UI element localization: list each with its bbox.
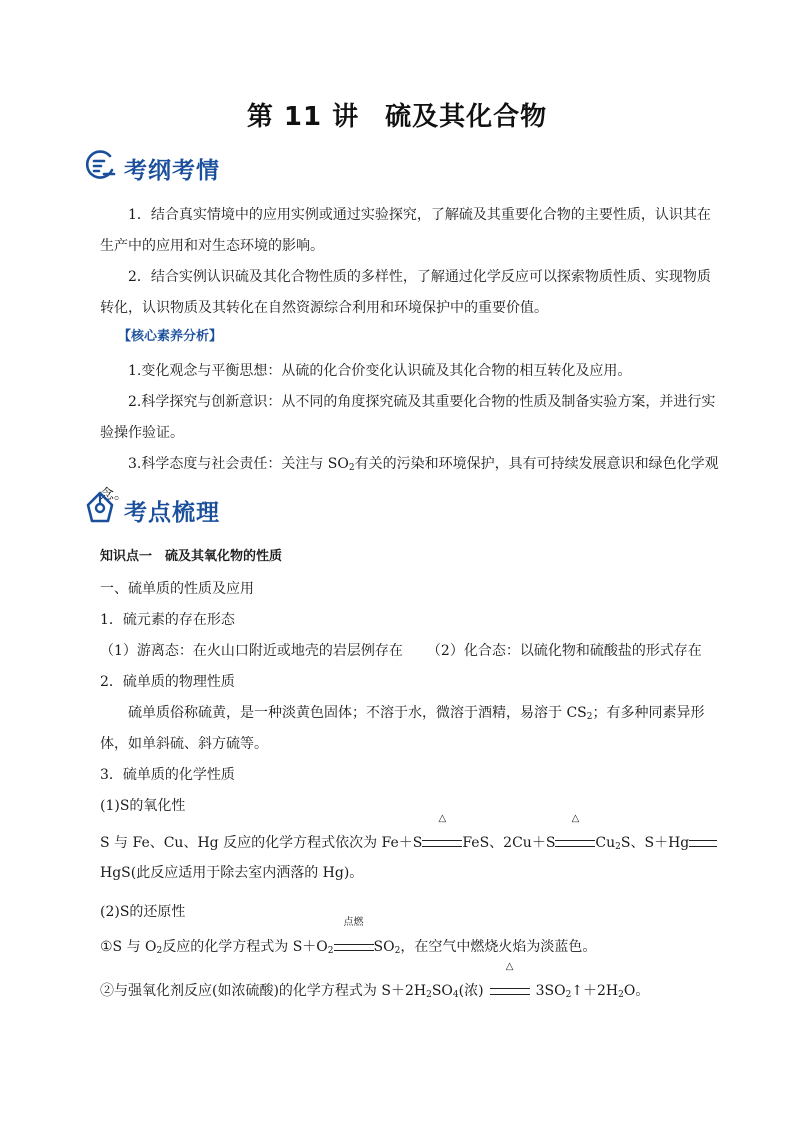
syllabus-item-1: 1．结合真实情境中的应用实例或通过实验探究，了解硫及其重要化合物的主要性质，认识其在生产中的应用和对生态环境的影响。 (100, 207, 711, 254)
section-header-syllabus (84, 148, 220, 188)
knowledge-point-title: 知识点一 硫及其氧化物的性质 (100, 549, 283, 564)
heat-condition-arrow: △ (555, 828, 595, 858)
section-title-syllabus: 考纲考情 (124, 157, 220, 184)
equals-sign (689, 828, 717, 858)
oxidizing-equations: S 与 Fe、Cu、Hg 反应的化学方程式依次为 Fe＋S △ FeS、2Cu＋S △ $Cu_2S$、S＋HgHgS(此反应适用于除去室内洒落的 Hg)。 (100, 828, 722, 888)
ignite-condition-arrow: 点燃 (334, 932, 374, 963)
core-literacy-tag: 【核心素养分析】 (118, 329, 223, 344)
section-title-key-points: 考点梳理 (124, 499, 220, 526)
existence-forms-line (100, 636, 722, 667)
heading-sulfur-element: 一、硫单质的性质及应用 (100, 581, 254, 597)
core-literacy-3: 3.科学态度与社会责任：关注与 $SO_2$有关的污染和环境保护，具有可持续发展意识和绿色化学观念。 (100, 456, 719, 503)
section-header-key-points (84, 490, 220, 530)
core-literacy-2: 2.科学探究与创新意识：从不同的角度探究硫及其重要化合物的性质及制备实验方案，并进行实验操作验证。 (100, 394, 716, 441)
list-icon (84, 150, 116, 186)
pen-nib-icon (84, 491, 116, 529)
combined-state: （2）化合态：以硫化物和硫酸盐的形式存在 (426, 643, 702, 659)
physical-properties-text: 硫单质俗称硫黄，是一种淡黄色固体；不溶于水，微溶于酒精，易溶于 $CS_2$；有多种同素异形体，如单斜硫、斜方硫等。 (100, 705, 705, 752)
free-state: （1）游离态：在火山口附近或地壳的岩层例存在 (100, 643, 403, 659)
heading-chemical-properties: 3．硫单质的化学性质 (100, 767, 235, 783)
oxidizing-heading: (1)S的氧化性 (100, 798, 186, 814)
syllabus-item-2: 2．结合实例认识硫及其化合物性质的多样性，了解通过化学反应可以探索物质性质、实现物质转化，认识物质及其转化在自然资源综合利用和环境保护中的重要价值。 (100, 269, 711, 316)
heading-existence-forms: 1．硫元素的存在形态 (100, 612, 235, 628)
reducing-equation-2: ②与强氧化剂反应(如浓硫酸)的化学方程式为 $S+2H_2SO_4$(浓) △ $3SO_2↑+2H_2O$。 (100, 976, 722, 1007)
title-part1: 第 11 讲 (246, 102, 360, 132)
title-part2: 硫及其化合物 (385, 102, 548, 132)
reducing-heading: (2)S的还原性 (100, 904, 186, 920)
page-title (0, 96, 794, 133)
heading-physical-properties: 2．硫单质的物理性质 (100, 674, 235, 690)
reducing-equation-1: ①S 与 $O_2$反应的化学方程式为 $S+O_2$ 点燃 $SO_2$，在空气中燃烧火焰为淡蓝色。 (100, 932, 722, 963)
heat-condition-arrow: △ (490, 976, 530, 1007)
heat-condition-arrow: △ (422, 828, 462, 858)
core-literacy-1: 1.变化观念与平衡思想：从硫的化合价变化认识硫及其化合物的相互转化及应用。 (128, 363, 632, 379)
